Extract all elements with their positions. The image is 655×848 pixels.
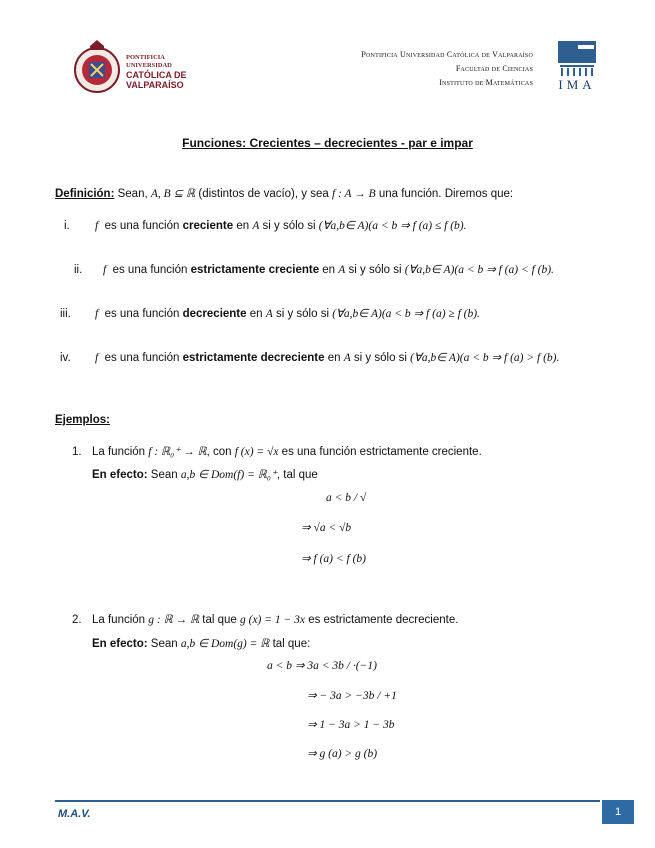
condition-i: (∀a,b∈ A)(a < b ⇒ f (a) ≤ f (b). xyxy=(318,220,467,232)
ima-logo-text: IMA xyxy=(558,77,596,92)
definition-item-iv: iv. f es una función estrictamente decreciente en A si y sólo si (∀a,b∈ A)(a < b ⇒ f (a) > f (b). xyxy=(60,352,560,364)
institution-block xyxy=(313,48,533,90)
example-2-statement: 2. La función g : ℝ → ℝ tal que g (x) = 1 − 3x es estrictamente decreciente. xyxy=(72,614,459,626)
logo-line-1: PONTIFICIA xyxy=(126,54,166,61)
university-seal-icon xyxy=(72,40,122,96)
page-title: Funciones: Crecientes – decrecientes - par e impar xyxy=(182,136,473,150)
example-2-proof-intro: En efecto: Sean a,b ∈ Dom(g) = ℝ tal que: xyxy=(92,638,311,650)
institution-line-1: Pontificia Universidad Católica de Valparaíso xyxy=(361,50,533,59)
logo-line-2: UNIVERSIDAD xyxy=(126,62,172,69)
institution-line-2: Facultad de Ciencias xyxy=(455,64,533,73)
footer-author: M.A.V. xyxy=(58,808,91,820)
example-1-function: f : ℝ₀⁺ → ℝ xyxy=(148,446,207,458)
example-2-step-3: ⇒ 1 − 3a > 1 − 3b xyxy=(307,719,395,731)
example-2-function: g : ℝ → ℝ xyxy=(148,614,200,626)
example-1-step-3: ⇒ f (a) < f (b) xyxy=(301,553,366,565)
definition-intro: Definición: Sean, A, B ⊆ ℝ (distintos de vacío), y sea f : A → B una función. Diremos que: xyxy=(55,188,514,200)
definition-item-ii: ii. f es una función estrictamente creciente en A si y sólo si (∀a,b∈ A)(a < b ⇒ f (a) < f (b). xyxy=(74,264,554,276)
example-2-step-1: a < b ⇒ 3a < 3b / ·(−1) xyxy=(267,660,377,672)
footer-rule xyxy=(55,800,600,802)
example-1-proof-intro: En efecto: Sean a,b ∈ Dom(f) = ℝ₀⁺, tal que xyxy=(92,469,318,481)
example-2-step-4: ⇒ g (a) > g (b) xyxy=(307,748,378,760)
page-number-box xyxy=(602,800,634,824)
logo-line-3: CATÓLICA DE xyxy=(126,70,187,80)
examples-heading: Ejemplos: xyxy=(55,414,110,426)
example-2-definition: g (x) = 1 − 3x xyxy=(239,614,305,626)
function-expression: f : A → B xyxy=(331,188,376,200)
example-1-statement: 1. La función f : ℝ₀⁺ → ℝ, con f (x) = √x es una función estrictamente creciente. xyxy=(72,446,482,458)
logo-line-4: VALPARAÍSO xyxy=(126,80,184,90)
condition-iii: (∀a,b∈ A)(a < b ⇒ f (a) ≥ f (b). xyxy=(332,308,480,320)
page-number: 1 xyxy=(614,806,622,818)
definition-item-iii: iii. f es una función decreciente en A si y sólo si (∀a,b∈ A)(a < b ⇒ f (a) ≥ f (b). xyxy=(60,308,480,320)
condition-iv: (∀a,b∈ A)(a < b ⇒ f (a) > f (b). xyxy=(410,352,560,364)
definition-item-i: i. f es una función creciente en A si y sólo si (∀a,b∈ A)(a < b ⇒ f (a) ≤ f (b). xyxy=(64,220,467,232)
example-1-step-1: a < b / √ xyxy=(326,492,367,504)
institution-line-3: Instituto de Matemáticas xyxy=(439,78,533,87)
definition-label: Definición: xyxy=(55,188,115,200)
ima-building-icon xyxy=(558,41,596,77)
example-1-step-2: ⇒ √a < √b xyxy=(301,522,352,534)
condition-ii: (∀a,b∈ A)(a < b ⇒ f (a) < f (b). xyxy=(404,264,554,276)
sets-expression: A, B ⊆ ℝ xyxy=(150,188,196,200)
ima-logo xyxy=(558,41,596,91)
example-2-step-2: ⇒ − 3a > −3b / +1 xyxy=(307,690,397,702)
university-logo xyxy=(72,40,222,96)
example-1-definition: f (x) = √x xyxy=(234,446,279,458)
